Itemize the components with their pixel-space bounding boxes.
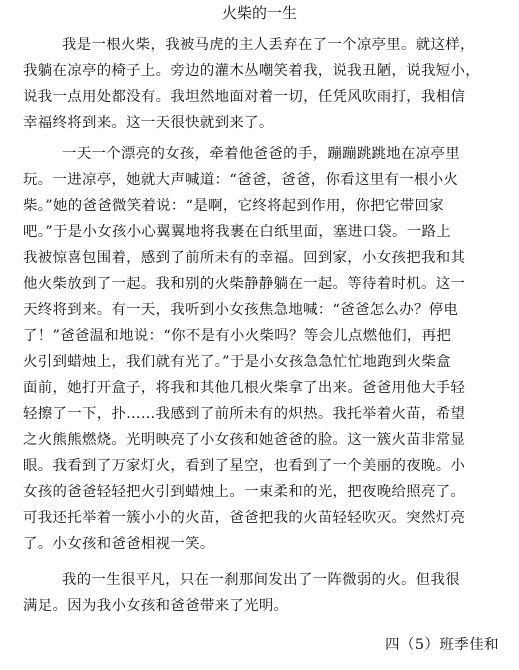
paragraph-1-line-2: 我躺在凉亭的椅子上。旁边的灌木丛嘲笑着我，说我丑陋，说我短小， (23, 63, 480, 79)
paragraph-2-line-3: 柴。”她的爸爸微笑着说：“是啊，它终将起到作用，你把它带回家 (23, 198, 444, 214)
paragraph-2-line-11: 轻擦了一下，扑……我感到了前所未有的炽热。我托举着火苗，希望 (23, 406, 466, 422)
document-title: 火柴的一生 (221, 4, 297, 22)
paragraph-1-line-1: 我是一根火柴，我被马虎的主人丢弃在了一个凉亭里。就这样， (62, 37, 475, 53)
paragraph-2-line-8: 了！”爸爸温和地说：“你不是有小火柴吗？等会儿点燃他们，再把 (23, 328, 452, 344)
paragraph-2-line-2: 玩。一进凉亭，她就大声喊道：“爸爸，爸爸，你看这里有一根小火 (23, 172, 459, 188)
paragraph-2-line-12: 之火熊熊燃烧。光明映亮了小女孩和她爸爸的脸。这一簇火苗非常显 (23, 432, 466, 448)
paragraph-1-line-4: 幸福终将到来。这一天很快就到来了。 (23, 115, 274, 131)
paragraph-2-line-1: 一天一个漂亮的女孩，牵着他爸爸的手，蹦蹦跳跳地在凉亭里 (62, 146, 460, 162)
paragraph-3-line-1: 我的一生很平凡，只在一刹那间发出了一阵微弱的火。但我很 (62, 572, 460, 588)
paragraph-2-line-16: 了。小女孩和爸爸相视一笑。 (23, 536, 215, 552)
paragraph-2-line-13: 眼。我看到了万家灯火，看到了星空，也看到了一个美丽的夜晚。小 (23, 458, 466, 474)
author-signature: 四（5）班季佳和 (385, 637, 499, 653)
paragraph-2-line-5: 我被惊喜包围着，感到了前所未有的幸福。回到家，小女孩把我和其 (23, 250, 466, 266)
paragraph-3-line-2: 满足。因为我小女孩和爸爸带来了光明。 (23, 598, 289, 614)
paragraph-1-line-3: 说我一点用处都没有。我坦然地面对着一切，任凭风吹雨打，我相信 (23, 89, 466, 105)
paragraph-2-line-4: 吧。”于是小女孩小心翼翼地将我裹在白纸里面，塞进口袋。一路上 (23, 224, 451, 240)
paragraph-2-line-9: 火引到蜡烛上，我们就有光了。”于是小女孩急急忙忙地跑到火柴盒 (23, 354, 451, 370)
paragraph-2-line-10: 面前，她打开盒子，将我和其他几根火柴拿了出来。爸爸用他大手轻 (23, 380, 466, 396)
paragraph-2-line-6: 他火柴放到了一起。我和别的火柴静静躺在一起。等待着时机。这一 (23, 276, 466, 292)
paragraph-2-line-15: 可我还托举着一簇小小的火苗，爸爸把我的火苗轻轻吹灭。突然灯亮 (23, 510, 466, 526)
paragraph-2-line-7: 天终将到来。有一天，我听到小女孩焦急地喊：“爸爸怎么办？停电 (23, 302, 459, 318)
paragraph-2-line-14: 女孩的爸爸轻轻把火引到蜡烛上。一束柔和的光，把夜晚给照亮了。 (23, 484, 466, 500)
